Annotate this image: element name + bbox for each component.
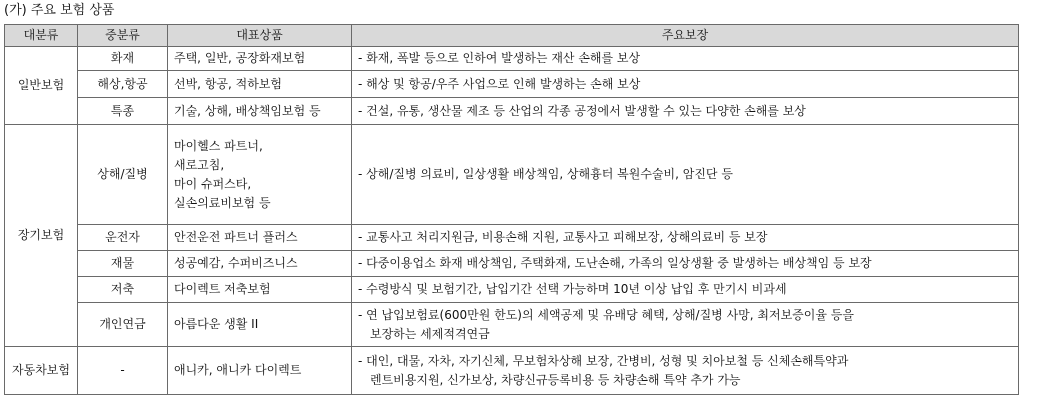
main-coverage-cell bbox=[352, 225, 1019, 251]
product-line: 마이헬스 파트너, bbox=[174, 138, 263, 153]
main-coverage-cell bbox=[352, 125, 1019, 225]
main-coverage-cell bbox=[352, 71, 1019, 98]
representative-product-cell bbox=[168, 98, 352, 125]
representative-product-cell bbox=[168, 225, 352, 251]
mid-category-cell: 화재 bbox=[78, 47, 168, 71]
product-line: 안전운전 파트너 플러스 bbox=[174, 230, 298, 244]
representative-product-cell bbox=[168, 125, 352, 225]
main-coverage-cell bbox=[352, 347, 1019, 395]
product-line: 아름다운 생활 II bbox=[174, 317, 259, 331]
mid-category-cell: 특종 bbox=[78, 98, 168, 125]
representative-product-cell bbox=[168, 303, 352, 347]
product-line: 새로고침, bbox=[174, 157, 225, 172]
header-major-category: 대분류 bbox=[5, 25, 78, 47]
header-representative-product: 대표상품 bbox=[168, 25, 352, 47]
main-coverage-cell bbox=[352, 47, 1019, 71]
table-body bbox=[5, 47, 1019, 395]
header-main-coverage: 주요보장 bbox=[352, 25, 1019, 47]
product-line: 다이렉트 저축보험 bbox=[174, 282, 271, 296]
coverage-line: - 해상 및 항공/우주 사업으로 인해 발생하는 손해 보상 bbox=[358, 76, 641, 91]
coverage-line: - 수령방식 및 보험기간, 납입기간 선택 가능하며 10년 이상 납입 후 만기시 비과세 bbox=[358, 282, 787, 296]
section-title: (가) 주요 보험 상품 bbox=[4, 3, 115, 18]
mid-category-cell: 개인연금 bbox=[78, 303, 168, 347]
mid-category-cell: 저축 bbox=[78, 277, 168, 303]
product-line: 애니카, 애니카 다이렉트 bbox=[174, 363, 302, 377]
table-row bbox=[5, 47, 1019, 71]
major-category-cell: 장기보험 bbox=[5, 125, 78, 347]
coverage-line: - 건설, 유통, 생산물 제조 등 산업의 각종 공정에서 발생할 수 있는 다양한 손해를 보상 bbox=[358, 103, 806, 118]
coverage-line: - 다중이용업소 화재 배상책임, 주택화재, 도난손해, 가족의 일상생활 중 발생하는 배상책임 등 보장 bbox=[358, 256, 872, 270]
coverage-line: - 대인, 대물, 자차, 자기신체, 무보험차상해 보장, 간병비, 성형 및 치아보철 등 신체손해특약과 bbox=[358, 353, 849, 368]
coverage-line: - 상해/질병 의료비, 일상생활 배상책임, 상해흉터 복원수술비, 암진단 등 bbox=[358, 167, 733, 181]
representative-product-cell bbox=[168, 251, 352, 277]
main-coverage-cell bbox=[352, 277, 1019, 303]
coverage-line: 보장하는 세제적격연금 bbox=[370, 326, 490, 341]
coverage-line: - 교통사고 처리지원금, 비용손해 지원, 교통사고 피해보장, 상해의료비 등 보장 bbox=[358, 230, 768, 244]
representative-product-cell bbox=[168, 71, 352, 98]
representative-product-cell bbox=[168, 347, 352, 395]
header-row bbox=[5, 25, 1019, 47]
table-row bbox=[5, 71, 1019, 98]
insurance-products-table bbox=[4, 24, 1019, 395]
table-row bbox=[5, 303, 1019, 347]
coverage-line: - 연 납입보험료(600만원 한도)의 세액공제 및 유배당 혜택, 상해/질병 사망, 최저보증이율 등을 bbox=[358, 307, 854, 322]
mid-category-cell: 재물 bbox=[78, 251, 168, 277]
major-category-cell: 자동차보험 bbox=[5, 347, 78, 395]
table-row bbox=[5, 347, 1019, 395]
table-row bbox=[5, 277, 1019, 303]
product-line: 기술, 상해, 배상책임보험 등 bbox=[174, 103, 321, 118]
table-row bbox=[5, 251, 1019, 277]
product-line: 실손의료비보험 등 bbox=[174, 195, 271, 210]
header-mid-category: 중분류 bbox=[78, 25, 168, 47]
mid-category-cell: - bbox=[78, 347, 168, 395]
table-row bbox=[5, 225, 1019, 251]
product-line: 마이 슈퍼스타, bbox=[174, 176, 252, 191]
table-row bbox=[5, 125, 1019, 225]
coverage-line: 렌트비용지원, 신가보상, 차량신규등록비용 등 차량손해 특약 추가 가능 bbox=[370, 372, 741, 387]
mid-category-cell: 상해/질병 bbox=[78, 125, 168, 225]
major-category-cell: 일반보험 bbox=[5, 47, 78, 125]
mid-category-cell: 해상,항공 bbox=[78, 71, 168, 98]
main-coverage-cell bbox=[352, 303, 1019, 347]
mid-category-cell: 운전자 bbox=[78, 225, 168, 251]
table-row bbox=[5, 98, 1019, 125]
representative-product-cell bbox=[168, 47, 352, 71]
coverage-line: - 화재, 폭발 등으로 인하여 발생하는 재산 손해를 보상 bbox=[358, 51, 641, 65]
product-line: 성공예감, 수퍼비즈니스 bbox=[174, 256, 298, 270]
product-line: 선박, 항공, 적하보험 bbox=[174, 76, 282, 91]
main-coverage-cell bbox=[352, 98, 1019, 125]
representative-product-cell bbox=[168, 277, 352, 303]
main-coverage-cell bbox=[352, 251, 1019, 277]
product-line: 주택, 일반, 공장화재보험 bbox=[174, 51, 306, 65]
